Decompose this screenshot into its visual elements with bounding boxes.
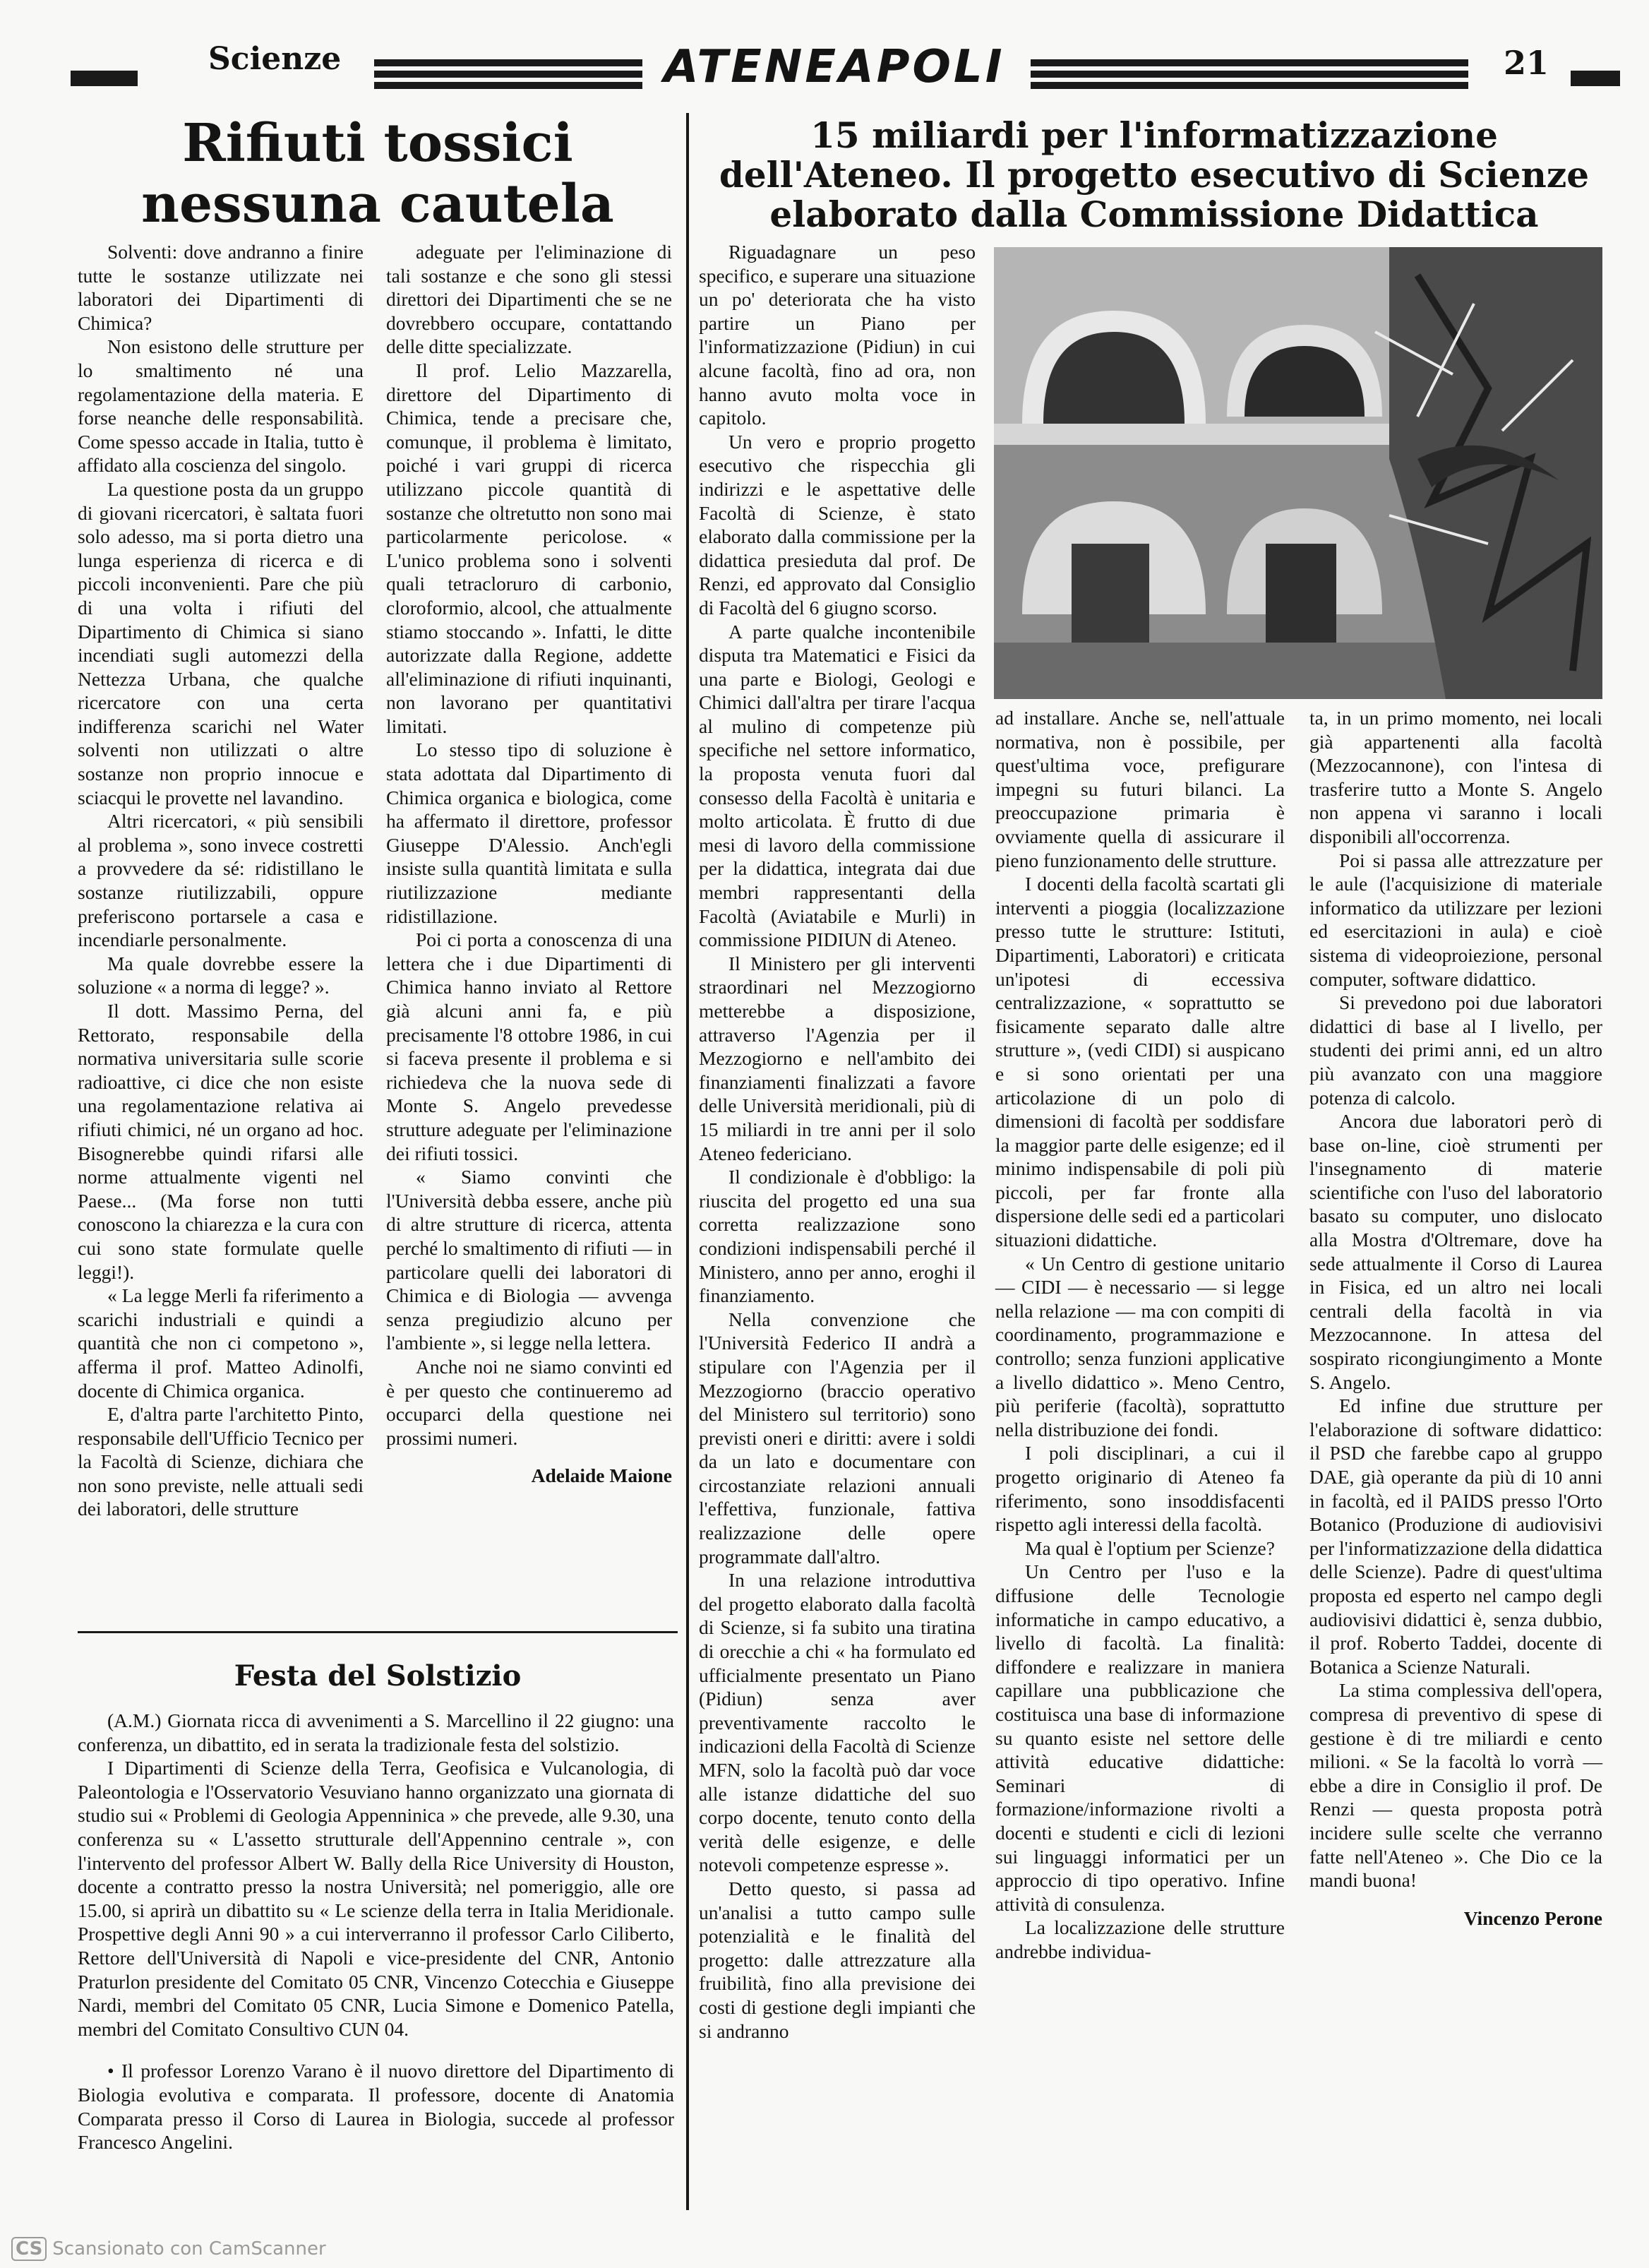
- paragraph: In una relazione introduttiva del progetto elaborato dalla facoltà di Scienze, si fa subito una tiratina di orecchie a chi « ha formulato ed ufficialmente presentato un Piano (Pidiun) senza aver preventivamente raccolto le indicazioni della Facoltà di Scienze MFN, solo la facoltà può dar voce alle istanze didattiche del suo corpo docente, tenuto conto della verità delle esigenze, e delle notevoli competenze espresse ».: [699, 1569, 976, 1876]
- article1-title-line2: nessuna cautela: [141, 174, 614, 234]
- section-label: Scienze: [208, 41, 342, 77]
- header-bar-mid-left-1: [374, 59, 642, 66]
- paragraph: « Siamo convinti che l'Università debba essere, anche più di altre strutture di ricerca, attenta perché lo smaltimento di rifiuti — in particolare quelli dei laboratori di Chimica e di Biologia — avvenga senza pregiudizio alcuno per l'ambiente », si legge nella lettera.: [386, 1166, 672, 1354]
- paragraph: Il prof. Lelio Mazzarella, direttore del Dipartimento di Chimica, tende a precisare che, comunque, il problema è limitato, poiché i vari gruppi di ricerca utilizzano piccole quantità di sostanze che oltretutto non sono mai particolarmente pericolose. « L'unico problema sono i solventi quali tetracloruro di carbonio, cloroformio, alcool, che attualmente stiamo stoccando ». Infatti, le ditte autorizzate dalla Regione, addette all'eliminazione di rifiuti inquinanti, non lavorano per quantitativi limitati.: [386, 359, 672, 737]
- paragraph: La questione posta da un gruppo di giovani ricercatori, è saltata fuori solo adesso, ma si porta dietro una lunga esperienza di ricerca e di piccoli inconvenienti. Pare che più di una volta i rifiuti del Dipartimento di Chimica si siano incendiati sugli automezzi della Nettezza Urbana, che qualche ricercatore con una certa indifferenza scarichi nel Water solventi non utilizzati o altre sostanze non proprio innocue e sciacqui le provette nel lavandino.: [78, 477, 364, 808]
- paragraph: adeguate per l'eliminazione di tali sostanze e che sono gli stessi direttori dei Dipartimenti che se ne dovrebbero occupare, contattando delle ditte specializzate.: [386, 241, 672, 358]
- paragraph: • Il professor Lorenzo Varano è il nuovo direttore del Dipartimento di Biologia evolutiva e comparata. Il professore, docente di Anatomia Comparata presso il Corso di Laurea in Biologia, succede al professor Francesco Angelini.: [78, 2060, 674, 2154]
- paragraph: I poli disciplinari, a cui il progetto originario di Ateneo fa riferimento, sono insoddisfacenti rispetto agli interessi della facoltà.: [995, 1442, 1285, 1536]
- paragraph: Ma qual è l'optium per Scienze?: [1025, 1536, 1275, 1559]
- paragraph: Detto questo, si passa ad un'analisi a tutto campo sulle potenzialità e le finalità del progetto: dalle attrezzature alla fruibilità, fino alla previsione dei costi di gestione degli impianti che si andranno: [699, 1877, 976, 2042]
- paragraph: La stima complessiva dell'opera, compresa di preventivo di spese di gestione è di tre miliardi e cento milioni. « Se la facoltà lo vorrà — ebbe a dire in Consiglio il prof. De Renzi — questa proposta potrà incidere sulle scelte che verranno fatte nell'Ateneo ». Che Dio ce la mandi buona!: [1309, 1679, 1602, 1892]
- header-bar-mid-left-3: [374, 82, 642, 89]
- paragraph: I docenti della facoltà scartati gli interventi a pioggia (localizzazione presso tutte le strutture: Istituti, Dipartimenti, Laboratori) e criticata un'ipotesi di eccessiva centralizzazione, « soprattutto se fisicamente separato dalle altre strutture », (vedi CIDI) si auspicano e si sono orientati per una articolazione di un polo di dimensioni di facoltà per soddisfare la maggior parte delle esigenze; ed il minimo indispensabile di poli più piccoli, per far fronte alla dispersione delle sedi ed a particolari situazioni didattiche.: [995, 873, 1285, 1251]
- paragraph: Altri ricercatori, « più sensibili al problema », sono invece costretti a provvedere da sé: ridistillano le sostanze riutilizzabili, oppure preferiscono portarsele a casa e incendiarle personalmente.: [78, 810, 364, 951]
- paragraph: Ed infine due strutture per l'elaborazione di software didattico: il PSD che farebbe capo al gruppo DAE, già operante da più di 10 anni in facoltà, ed il PAIDS presso l'Orto Botanico (Produzione di audiovisivi per l'informatizzazione della didattica delle Scienze). Padre di quest'ultima proposta ed esperto nel campo degli audiovisivi didattici è, senza dubbio, il prof. Roberto Taddei, docente di Botanica a Scienze Naturali.: [1309, 1395, 1602, 1678]
- paragraph: Ma quale dovrebbe essere la soluzione « a norma di legge? ».: [78, 952, 364, 998]
- article2-title: [699, 116, 1609, 234]
- paragraph: Anche noi ne siamo convinti ed è per questo che continueremo ad occuparci della questione nei prossimi numeri.: [386, 1355, 672, 1449]
- paragraph: Un Centro per l'uso e la diffusione delle Tecnologie informatiche in campo educativo, a livello di facoltà. La finalità: diffondere e realizzare in maniera capillare una pubblicazione che costituisca una base di informazione su quanto esiste nel settore delle attività educative didattiche: Seminari di formazione/informazione rivolti a docenti e studenti e cicli di lezioni sui linguaggi informatici per un approccio di tipo operativo. Infine attività di consulenza.: [995, 1560, 1285, 1915]
- article2-title-line2: dell'Ateneo. Il progetto esecutivo di Scienze: [719, 154, 1590, 196]
- header-bar-mid-right-3: [1031, 82, 1468, 89]
- camscanner-logo-icon: CS: [11, 2237, 47, 2261]
- paragraph: I Dipartimenti di Scienze della Terra, Geofisica e Vulcanologia, di Paleontologia e l'Osservatorio Vesuviano hanno organizzato una giornata di studio sui « Problemi di Geologia Appenninica » che prevede, alle 9.30, una conferenza su « L'assetto strutturale dell'Appennino centrale », con l'intervento del professor Albert W. Bally della Rice University di Houston, docente a contratto presso la nostra Università; nel pomeriggio, alle ore 15.00, si aprirà un dibattito su « Le scienze della terra in Italia Meridionale. Prospettive degli Anni 90 » a cui interverranno il professor Carlo Ciliberto, Rettore dell'Università di Napoli e vice-presidente del CNR, Antonio Praturlon presidente del Comitato 05 CNR, Vincenzo Cotecchia e Giuseppe Nardi, membri del Comitato 05 CNR, Lucia Simone e Domenico Patella, membri del Comitato Consultivo CUN 04.: [78, 1757, 674, 2040]
- header-bar-mid-right-1: [1031, 59, 1468, 66]
- paragraph: Solventi: dove andranno a finire tutte le sostanze utilizzate nei laboratori dei Dipartimenti di Chimica?: [78, 241, 364, 334]
- courtyard-photo-illustration: [994, 247, 1602, 699]
- article1-title-line1: Rifiuti tossici: [182, 113, 573, 174]
- paragraph: Poi si passa alle attrezzature per le aule (l'acquisizione di materiale informatico da utilizzare per lezioni ed esercitazioni in aula) e cioè sistema di videoproiezione, personal computer, software didattico.: [1309, 849, 1602, 990]
- column-separator: [686, 113, 689, 2210]
- masthead-logo: ATENEAPOLI: [664, 41, 1005, 93]
- paragraph: E, d'altra parte l'architetto Pinto, responsabile dell'Ufficio Tecnico per la Facoltà di Scienze, dichiara che non sono previste, nelle attuali sedi dei laboratori, delle strutture: [78, 1403, 364, 1520]
- courtyard-photo: [994, 247, 1602, 699]
- scanner-watermark: [11, 2237, 326, 2261]
- festa-top-rule: [78, 1631, 678, 1633]
- scanner-text: Scansionato con CamScanner: [52, 2238, 326, 2260]
- paragraph: Il Ministero per gli interventi straordinari nel Mezzogiorno metterebbe a disposizione, attraverso l'Agenzia per il Mezzogiorno e nell'ambito dei finanziamenti finalizzati a favore delle Università meridionali, più di 15 miliardi in tre anni per il solo Ateneo federiciano.: [699, 952, 976, 1164]
- article2-column2: [995, 706, 1285, 1963]
- article1-column2: [386, 240, 672, 1488]
- article1-signature: Adelaide Maione: [531, 1464, 672, 1487]
- header-bar-mid-left-2: [374, 71, 642, 78]
- paragraph: Lo stesso tipo di soluzione è stata adottata dal Dipartimento di Chimica organica e biologica, come ha affermato il direttore, professor Giuseppe D'Alessio. Anch'egli insiste sulla quantità limitata e sulla riutilizzazione mediante ridistillazione.: [386, 739, 672, 927]
- paragraph: Nella convenzione che l'Università Federico II andrà a stipulare con l'Agenzia per il Mezzogiorno (braccio operativo del Ministero sul territorio) sono previsti oneri e diritti: avere i soldi da un lato e documentare con circostanziate relazioni annuali l'effettiva, funzionale, fattiva realizzazione delle opere programmate dall'altro.: [699, 1308, 976, 1568]
- festa-title: Festa del Solstizio: [234, 1659, 522, 1693]
- paragraph: A parte qualche incontenibile disputa tra Matematici e Fisici da una parte e Biologi, Geologi e Chimici dall'altra per tirare l'acqua al mulino di competenze più specifiche nel settore informatico, la proposta venuta fuori dal consesso della Facoltà è unitaria e molto articolata. È frutto di due mesi di lavoro della commissione per la didattica, integrata dai due membri rappresentanti della Facoltà (Aviatabile e Murli) in commissione PIDIUN di Ateneo.: [699, 620, 976, 951]
- article2-column1: [699, 240, 976, 2043]
- festa-body: [78, 1709, 674, 2154]
- paragraph: Poi ci porta a conoscenza di una lettera che i due Dipartimenti di Chimica hanno inviato al Rettore già alcuni anni fa, e più precisamente l'8 ottobre 1986, in cui si faceva presente il problema e si richiedeva che la nuova sede di Monte S. Angelo prevedesse strutture adeguate per l'eliminazione dei rifiuti tossici.: [386, 929, 672, 1164]
- paragraph: La localizzazione delle strutture andrebbe individua-: [995, 1916, 1285, 1962]
- article1-column1: [78, 240, 364, 1521]
- article2-column3: [1309, 706, 1602, 1930]
- paragraph: Ancora due laboratori però di base on-line, cioè strumenti per l'insegnamento di materie scientifiche con l'uso del laboratorio basato su computer, uno dislocato alla Mostra d'Oltremare, dove ha sede attualmente il Corso di Laurea in Fisica, ed un altro nei locali centrali della facoltà in via Mezzocannone. In attesa del sospirato ricongiungimento a Monte S. Angelo.: [1309, 1110, 1602, 1393]
- paragraph: Non esistono delle strutture per lo smaltimento né una regolamentazione della materia. E forse neanche delle responsabilità. Come spesso accade in Italia, tutto è affidato alla coscienza del singolo.: [78, 335, 364, 477]
- paragraph: Il dott. Massimo Perna, del Rettorato, responsabile della normativa universitaria sulle scorie radioattive, ci dice che non esiste una regolamentazione relativa ai rifiuti chimici, né un organo ad hoc. Bisognerebbe quindi rifarsi alle norme attualmente vigenti nel Paese... (Ma forse non tutti conoscono la chiarezza e la cura con cui sono state formulate quelle leggi!).: [78, 1000, 364, 1283]
- paragraph: ta, in un primo momento, nei locali già appartenenti alla facoltà (Mezzocannone), con l'intesa di trasferire tutto a Monte S. Angelo non appena vi saranno i locali disponibili all'occorrenza.: [1309, 707, 1602, 847]
- article2-signature: Vincenzo Perone: [1463, 1906, 1602, 1929]
- header-bar-mid-right-2: [1031, 71, 1468, 78]
- article2-title-line1: 15 miliardi per l'informatizzazione: [810, 114, 1498, 156]
- header-bar-left: [71, 71, 138, 86]
- paragraph: ad installare. Anche se, nell'attuale normativa, non è possibile, per quest'ultima voce, prefigurare impegni su futuri bilanci. La preoccupazione primaria è ovviamente quella di assicurare il pieno funzionamento delle strutture.: [995, 707, 1285, 871]
- article1-title: [78, 113, 678, 234]
- article2-title-line3: elaborato dalla Commissione Didattica: [769, 193, 1539, 235]
- paragraph: (A.M.) Giornata ricca di avvenimenti a S. Marcellino il 22 giugno: una conferenza, un dibattito, ed in serata la tradizionale festa del solstizio.: [78, 1709, 674, 1755]
- page-number: 21: [1504, 44, 1549, 82]
- paragraph: « La legge Merli fa riferimento a scarichi industriali e quindi a quantità che non ci competono », afferma il prof. Matteo Adinolfi, docente di Chimica organica.: [78, 1284, 364, 1402]
- paragraph: Riguadagnare un peso specifico, e superare una situazione un po' deteriorata che ha visto partire un Piano per l'informatizzazione (Pidiun) in cui alcune facoltà, fino ad ora, non hanno avuto molta voce in capitolo.: [699, 241, 976, 429]
- paragraph: Il condizionale è d'obbligo: la riuscita del progetto ed una sua corretta realizzazione sono condizioni indispensabili perché il Ministero, anno per anno, eroghi il finanziamento.: [699, 1166, 976, 1307]
- paragraph: Si prevedono poi due laboratori didattici di base al I livello, per studenti dei primi anni, ed un altro più avanzato con una maggiore potenza di calcolo.: [1309, 991, 1602, 1109]
- paragraph: « Un Centro di gestione unitario — CIDI — è necessario — si legge nella relazione — ma con compiti di coordinamento, programmazione e controllo; senza funzioni applicative a livello didattico ». Meno Centro, più periferie (facoltà), soprattutto nella distribuzione dei fondi.: [995, 1252, 1285, 1440]
- header-bar-right: [1571, 71, 1620, 86]
- paragraph: Un vero e proprio progetto esecutivo che rispecchia gli indirizzi e le aspettative delle Facoltà di Scienze, è stato elaborato dalla commissione per la didattica presieduta dal prof. De Renzi, ed approvato dal Consiglio di Facoltà del 6 giugno scorso.: [699, 430, 976, 619]
